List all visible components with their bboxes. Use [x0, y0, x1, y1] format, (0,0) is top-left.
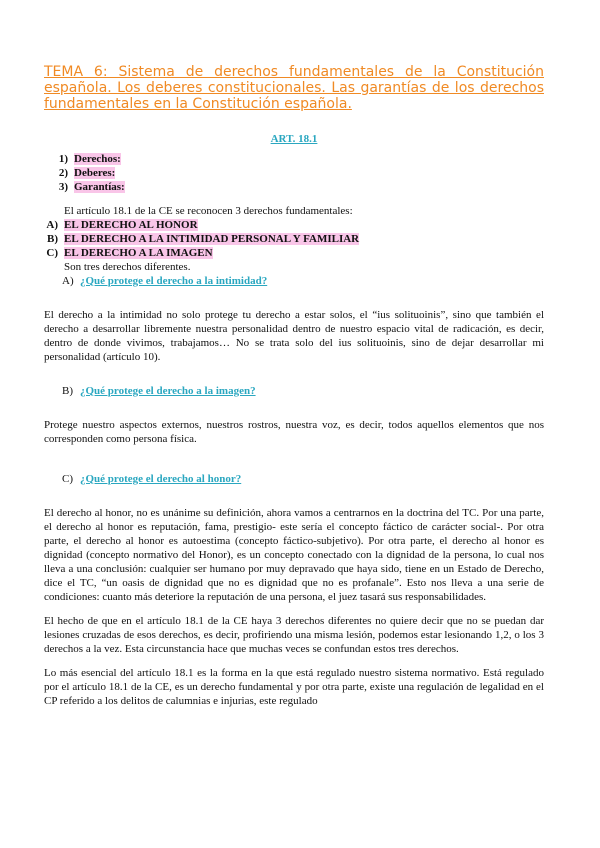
section-list — [44, 152, 544, 194]
question-honor: C) ¿Qué protege el derecho al honor? — [62, 473, 242, 485]
document-title: TEMA 6: Sistema de derechos fundamentales de la Constitución española. Los deberes constitucionales. Las garantías de los derechos fundamentales en la Constitución española. — [44, 64, 544, 112]
article-heading: ART. 18.1 — [270, 133, 318, 145]
intro-text: El artículo 18.1 de la CE se reconocen 3 derechos fundamentales: — [64, 205, 353, 217]
paragraph-lesiones: El hecho de que en el artículo 18.1 de la CE haya 3 derechos diferentes no quiere decir que no se puedan dar lesiones cruzadas de esos derechos, es decir, profiriendo una misma lesión, podemos estar lesionando 1,2, o los 3 derechos a la vez. Esta circunstancia hace que muchas veces se confundan estos tres derechos. — [44, 615, 544, 655]
list-item: A) EL DERECHO AL HONOR — [46, 219, 198, 231]
paragraph-regulacion: Lo más esencial del artículo 18.1 es la forma en la que está regulado nuestro sistema normativo. Está regulado por el artículo 18.1 de la CE, es un derecho fundamental y por otra parte, existe una regulación de legalidad en el CP referido a los delitos de calumnias e injurias, este regulado — [44, 667, 544, 707]
list-item: B) EL DERECHO A LA INTIMIDAD PERSONAL Y FAMILIAR — [47, 233, 360, 245]
question-imagen: B) ¿Qué protege el derecho a la imagen? — [62, 385, 256, 397]
rights-note: Son tres derechos diferentes. — [64, 261, 191, 273]
question-intimidad: A) ¿Qué protege el derecho a la intimidad? — [62, 275, 268, 287]
paragraph-intimidad: El derecho a la intimidad no solo protege tu derecho a estar solos, el “ius solituoinis”, sino que también el derecho a desarrollar libremente nuestra personalidad dentro de nuestro espacio vital de radicación, es decir, dentro de donde vivimos, trabajamos… No se trata solo del ius solituoinis, sino de dejar desarrollar mi personalidad (artículo 10). — [44, 309, 544, 363]
paragraph-honor: El derecho al honor, no es unánime su definición, ahora vamos a centrarnos en la doctrina del TC. Por una parte, el derecho al honor es reputación, fama, prestigio- este sería el concepto fáctico de carácter social-. Por otra parte, el derecho al honor es autoestima (concepto fáctico-subjetivo). Por otra parte, el derecho al honor es dignidad (concepto normativo del Honor), es un concepto conectado con la dignidad de la persona, lo cual nos lleva a una conclusión: cualquier ser humano por muy depravado que haya sido, tiene en un Estado de Derecho, dice el TC, “un oasis de dignidad que no es dignidad que no es profanale”. Esto nos lleva a una serie de condiciones: cuanto más deteriore la reputación de una persona, el juez tasará sus responsabilidades. — [44, 507, 544, 603]
list-item: 3) Garantías: — [58, 181, 125, 193]
list-item: 2) Deberes: — [58, 167, 116, 179]
list-item: C) EL DERECHO A LA IMAGEN — [46, 247, 213, 259]
rights-list — [44, 218, 544, 260]
list-item: 1) Derechos: — [58, 153, 121, 165]
paragraph-imagen: Protege nuestro aspectos externos, nuestros rostros, nuestra voz, es decir, todos aquellos elementos que nos corresponden como persona física. — [44, 419, 544, 445]
